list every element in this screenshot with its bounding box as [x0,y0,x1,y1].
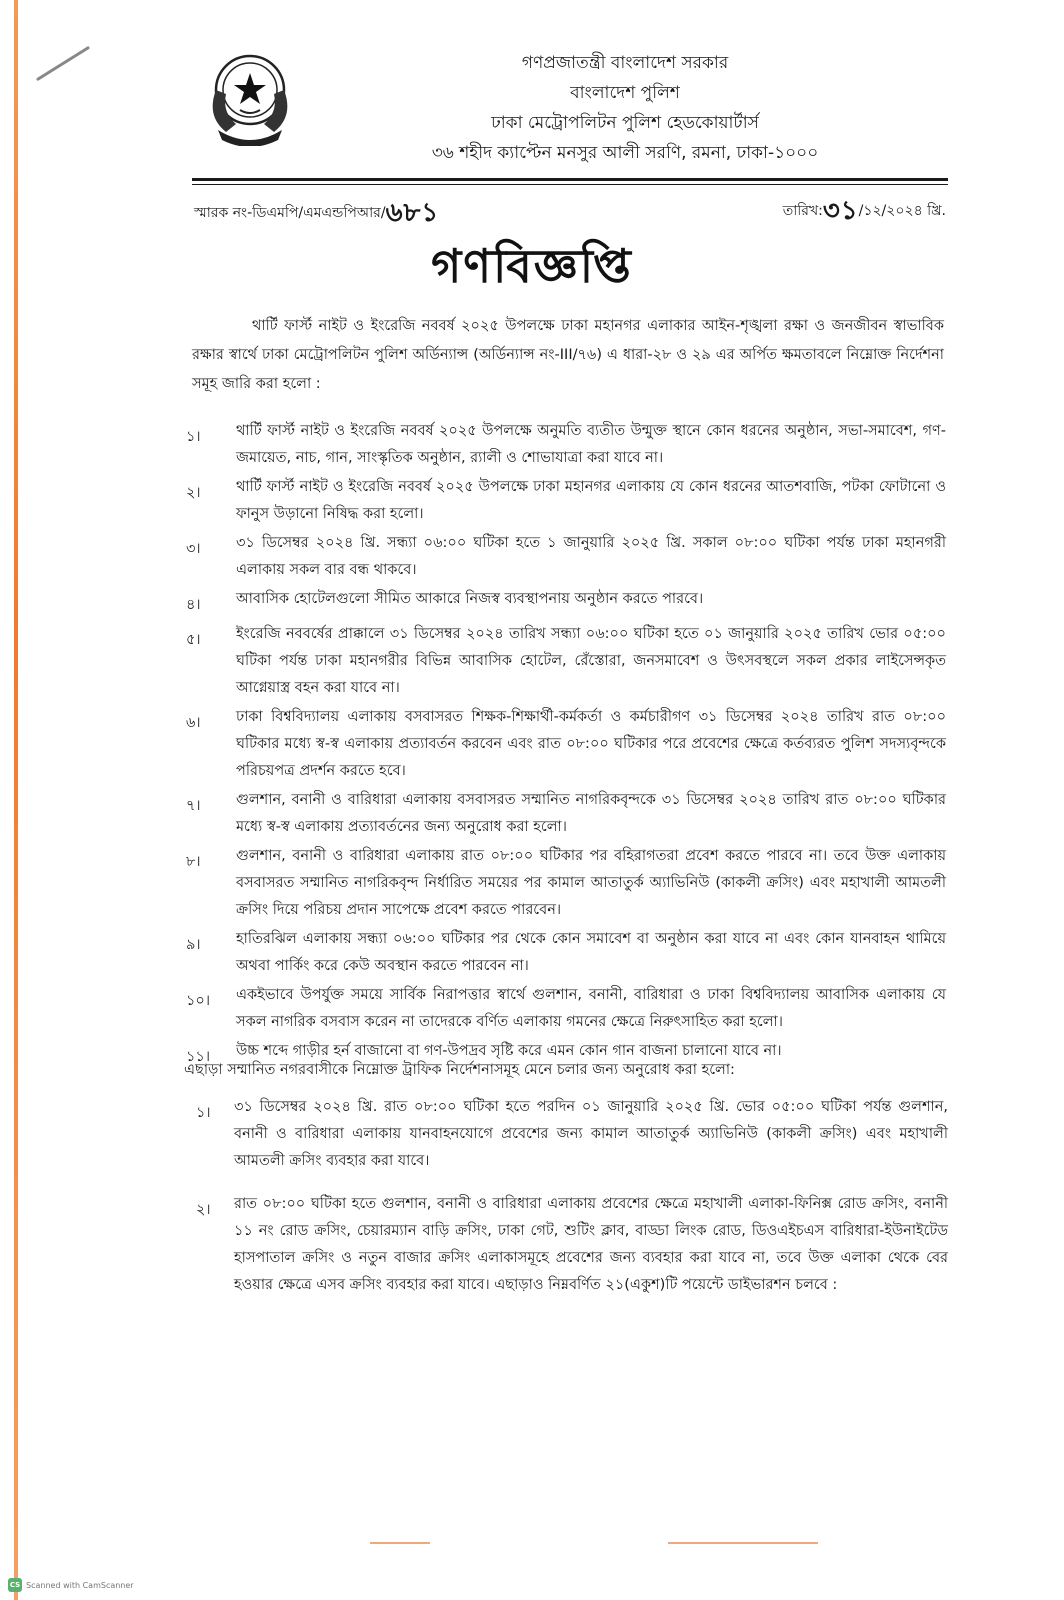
list-number: ৭। [186,798,201,814]
orders-list [186,418,946,1073]
letterhead [330,48,920,168]
office-name: ঢাকা মেট্রোপলিটন পুলিশ হেডকোয়ার্টার্স [491,113,759,133]
list-number: ৬। [186,715,201,731]
list-item [186,787,946,841]
list-item [186,474,946,528]
list-text: ঢাকা বিশ্ববিদ্যালয় এলাকায় বসবাসরত শিক্ষক-শিক্ষার্থী-কর্মকর্তা ও কর্মচারীগণ ৩১ ডিসেম্বর ২০২৪ তারিখ রাত ০৮:০০ ঘটিকার মধ্যে স্ব-স্ব এলাকায় প্রত্যাবর্তন করবেন এবং রাত ০৮:০০ ঘটিকার পরে প্রবেশের ক্ষেত্রে কর্তব্যরত পুলিশ সদস্যবৃন্দকে পরিচয়পত্র প্রদর্শন করতে হবে। [236,709,946,779]
list-item [186,530,946,584]
camscanner-icon: CS [8,1578,22,1592]
list-text: ৩১ ডিসেম্বর ২০২৪ খ্রি. সন্ধ্যা ০৬:০০ ঘটিকা হতে ১ জানুয়ারি ২০২৫ খ্রি. সকাল ০৮:০০ ঘটিকা পর্যন্ত ঢাকা মহানগরী এলাকায় সকল বার বন্ধ থাকবে। [236,535,946,578]
list-number: ২। [196,1202,211,1218]
list-number: ৪। [186,597,201,613]
list-text: ৩১ ডিসেম্বর ২০২৪ খ্রি. রাত ০৮:০০ ঘটিকা হতে পরদিন ০১ জানুয়ারি ২০২৫ খ্রি. ভোর ০৫:০০ ঘটিকা পর্যন্ত গুলশান, বনানী ও বারিধারা এলাকায় যানবাহনযোগে প্রবেশের জন্য কামাল আতাতুর্ক অ্যাভিনিউ (কাকলী ক্রসিং) এবং মহাখালী আমতলী ক্রসিং ব্যবহার করা যাবে। [234,1099,948,1169]
list-item [186,704,946,785]
list-item [186,418,946,472]
govt-name: গণপ্রজাতন্ত্রী বাংলাদেশ সরকার [521,53,729,73]
memo-label: স্মারক নং-ডিএমপি/এমএন্ডপিআর/ [194,205,386,221]
scanner-watermark [8,1578,134,1592]
list-number: ৩। [186,541,201,557]
list-number: ১০। [186,993,211,1009]
scan-artifact [370,1542,430,1544]
list-item [186,621,946,702]
list-number: ১। [186,429,201,445]
memo-number [194,188,439,232]
list-text: গুলশান, বনানী ও বারিধারা এলাকায় বসবাসরত সম্মানিত নাগরিকবৃন্দকে ৩১ ডিসেম্বর ২০২৪ তারিখ রাত ০৮:০০ ঘটিকার মধ্যে স্ব-স্ব এলাকায় প্রত্যাবর্তনের জন্য অনুরোধ করা হলো। [236,792,946,835]
list-item [186,843,946,924]
list-text: থার্টি ফার্স্ট নাইট ও ইংরেজি নববর্ষ ২০২৫ উপলক্ষে অনুমতি ব্যতীত উন্মুক্ত স্থানে কোন ধরনের অনুষ্ঠান, সভা-সমাবেশ, গণ-জমায়েত, নাচ, গান, সাংস্কৃতিক অনুষ্ঠান, র‍্যালী ও শোভাযাত্রা করা যাবে না। [236,423,946,466]
list-text: উচ্চ শব্দে গাড়ীর হর্ন বাজানো বা গণ-উপদ্রব সৃষ্টি করে এমন কোন গান বাজনা চালানো যাবে না। [236,1043,782,1059]
list-number: ১। [196,1105,211,1121]
police-emblem-icon [196,46,304,146]
list-item [196,1191,948,1299]
list-item [186,982,946,1036]
office-address: ৩৬ শহীদ ক্যাপ্টেন মনসুর আলী সরণি, রমনা, ঢাকা-১০০০ [431,143,819,163]
header-rule-thin [192,184,948,185]
list-number: ২। [186,485,201,501]
page-title: গণবিজ্ঞপ্তি [431,239,633,293]
scanner-text: Scanned with CamScanner [26,1580,134,1590]
scan-mark [36,46,90,81]
scan-artifact [668,1542,818,1544]
list-item [186,926,946,980]
list-text: গুলশান, বনানী ও বারিধারা এলাকায় রাত ০৮:০০ ঘটিকার পর বহিরাগতরা প্রবেশ করতে পারবে না। তবে উক্ত এলাকায় বসবাসরত সম্মানিত নাগরিকবৃন্দ নির্ধারিত সময়ের পর কামাল আতাতুর্ক অ্যাভিনিউ (কাকলী ক্রসিং) এবং মহাখালী আমতলী ক্রসিং দিয়ে পরিচয় প্রদান সাপেক্ষে প্রবেশ করতে পারবেন। [236,848,946,918]
list-text: আবাসিক হোটেলগুলো সীমিত আকারে নিজস্ব ব্যবস্থাপনায় অনুষ্ঠান করতে পারবে। [236,591,704,607]
list-text: রাত ০৮:০০ ঘটিকা হতে গুলশান, বনানী ও বারিধারা এলাকায় প্রবেশের ক্ষেত্রে মহাখালী এলাকা-ফিনিক্স রোড ক্রসিং, বনানী ১১ নং রোড ক্রসিং, চেয়ারম্যান বাড়ি ক্রসিং, ঢাকা গেট, শুটিং ক্লাব, বাড্ডা লিংক রোড, ডিওএইচএস বারিধারা-ইউনাইটেড হাসপাতাল ক্রসিং ও নতুন বাজার ক্রসিং এলাকাসমূহে প্রবেশের জন্য ব্যবহার করা যাবে না, তবে উক্ত এলাকা থেকে বের হওয়ার ক্ষেত্রে এসব ক্রসিং ব্যবহার করা যাবে। এছাড়াও নিম্নবর্ণিত ২১(একুশ)টি পয়েন্টে ডাইভারশন চলবে : [234,1196,948,1293]
list-number: ৮। [186,854,201,870]
list-item [186,586,946,619]
dept-name: বাংলাদেশ পুলিশ [570,83,680,103]
traffic-intro: এছাড়া সম্মানিত নগরবাসীকে নিম্নোক্ত ট্রাফিক নির্দেশনাসমূহ মেনে চলার জন্য অনুরোধ করা হলো: [184,1062,735,1078]
date-label: তারিখ: [782,203,823,219]
list-number: ৯। [186,937,201,953]
list-text: হাতিরঝিল এলাকায় সন্ধ্যা ০৬:০০ ঘটিকার পর থেকে কোন সমাবেশ বা অনুষ্ঠান করা যাবে না এবং কোন যানবাহন থামিয়ে অথবা পার্কিং করে কেউ অবস্থান করতে পারবেন না। [236,931,946,974]
list-item [196,1094,948,1175]
list-number: ১১। [186,1049,211,1065]
list-text: থার্টি ফার্স্ট নাইট ও ইংরেজি নববর্ষ ২০২৫ উপলক্ষে ঢাকা মহানগর এলাকায় যে কোন ধরনের আতশবাজি, পটকা ফোটানো ও ফানুস উড়ানো নিষিদ্ধ করা হলো। [236,479,946,522]
date-line [783,186,946,230]
memo-handwritten-number: ৬৮১ [385,198,440,228]
date-handwritten-day: ৩১ [822,196,859,226]
date-rest: /১২/২০২৪ খ্রি. [858,203,946,219]
list-number: ৫। [186,632,201,648]
list-text: একইভাবে উপর্যুক্ত সময়ে সার্বিক নিরাপত্তার স্বার্থে গুলশান, বনানী, বারিধারা ও ঢাকা বিশ্ববিদ্যালয় আবাসিক এলাকায় যে সকল নাগরিক বসবাস করেন না তাদেরকে বর্ণিত এলাকায় গমনের ক্ষেত্রে নিরুৎসাহিত করা হলো। [236,987,946,1030]
header-rule [192,178,948,181]
traffic-list [196,1094,948,1315]
list-text: ইংরেজি নববর্ষের প্রাক্কালে ৩১ ডিসেম্বর ২০২৪ তারিখ সন্ধ্যা ০৬:০০ ঘটিকা হতে ০১ জানুয়ারি ২০২৫ তারিখ ভোর ০৫:০০ ঘটিকা পর্যন্ত ঢাকা মহানগরীর বিভিন্ন আবাসিক হোটেল, রেঁস্তোরা, জনসমাবেশ ও উৎসবস্থলে সকল প্রকার লাইসেন্সকৃত আগ্নেয়াস্ত্র বহন করা যাবে না। [236,626,946,696]
intro-paragraph: থার্টি ফার্স্ট নাইট ও ইংরেজি নববর্ষ ২০২৫ উপলক্ষে ঢাকা মহানগর এলাকার আইন-শৃঙ্খলা রক্ষা ও জনজীবন স্বাভাবিক রক্ষার স্বার্থে ঢাকা মেট্রোপলিটন পুলিশ অর্ডিন্যান্স (অর্ডিন্যান্স নং-III/৭৬) এ ধারা-২৮ ও ২৯ এর অর্পিত ক্ষমতাবলে নিম্নোক্ত নির্দেশনা সমূহ জারি করা হলো : [192,318,944,392]
